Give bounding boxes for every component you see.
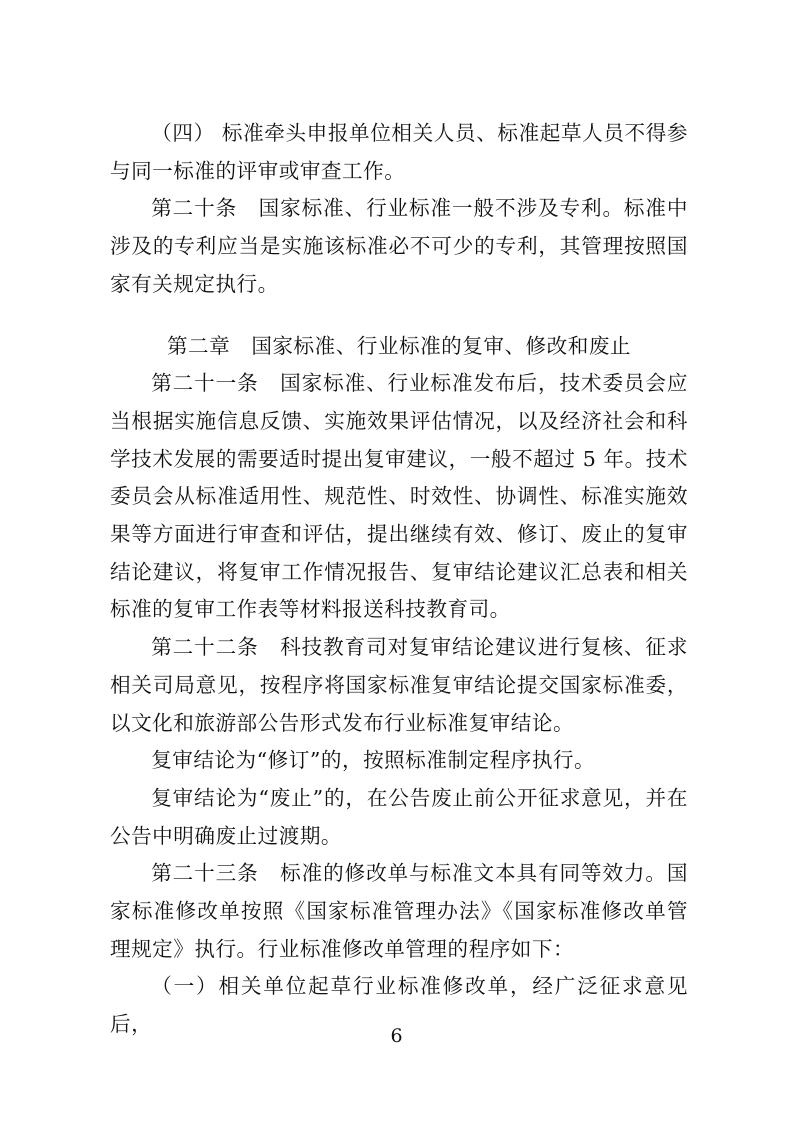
document-body	[110, 115, 688, 1044]
abolish-conclusion: 复审结论为“废止”的，在公告废止前公开征求意见，并在公告中明确废止过渡期。	[110, 785, 688, 848]
revision-conclusion: 复审结论为“修订”的，按照标准制定程序执行。	[151, 748, 596, 773]
page-number: 6	[390, 1025, 403, 1047]
paragraph-item-4: （四） 标准牵头申报单位相关人员、标准起草人员不得参与同一标准的评审或审查工作。	[110, 121, 688, 183]
article-20: 第二十条 国家标准、行业标准一般不涉及专利。标准中涉及的专利应当是实施该标准必不可少的专利，其管理按照国家有关规定执行。	[110, 196, 688, 296]
chapter-heading: 第二章 国家标准、行业标准的复审、修改和废止	[166, 333, 632, 358]
paragraph-item-1: （一）相关单位起草行业标准修改单，经广泛征求意见后，	[110, 974, 688, 1037]
article-21: 第二十一条 国家标准、行业标准发布后，技术委员会应当根据实施信息反馈、实施效果评估情况，以及经济社会和科学技术发展的需要适时提出复审建议，一般不超过 5 年。技术委员会从标准适用性、规范性、时效性、协调性、标准实施效果等方面进行审查和评估，提出继续有效、修订、废止的复审结论建议，将复审工作情况报告、复审结论建议汇总表和相关标准的复审工作表等材料报送科技教育司。	[110, 371, 688, 622]
article-23: 第二十三条 标准的修改单与标准文本具有同等效力。国家标准修改单按照《国家标准管理办法》《国家标准修改单管理规定》执行。行业标准修改单管理的程序如下：	[110, 861, 688, 961]
article-22: 第二十二条 科技教育司对复审结论建议进行复核、征求相关司局意见，按程序将国家标准复审结论提交国家标准委，以文化和旅游部公告形式发布行业标准复审结论。	[110, 635, 688, 735]
